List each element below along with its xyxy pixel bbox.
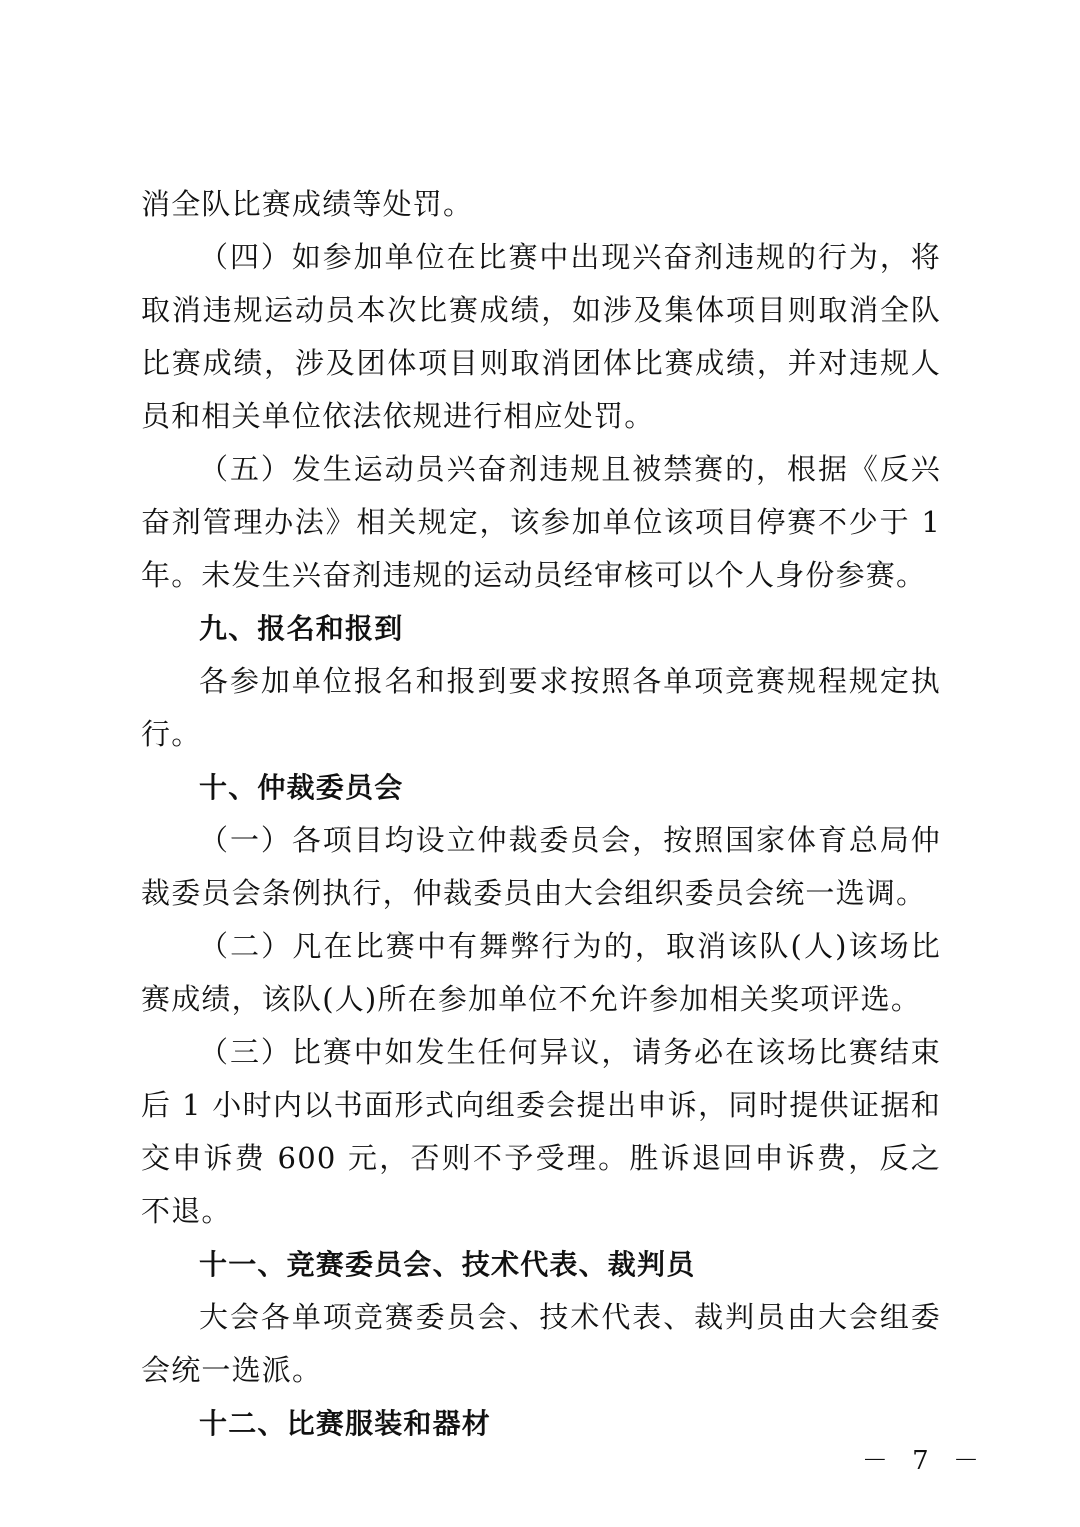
document-body [141,178,941,1450]
section-heading-registration: 九、报名和报到 [199,612,404,645]
section-heading-uniforms: 十二、比赛服装和器材 [199,1407,492,1440]
paragraph-arbitration-committee: （一）各项目均设立仲裁委员会，按照国家体育总局仲裁委员会条例执行，仲裁委员由大会组织委员会统一选调。 [141,823,941,910]
section-heading-officials: 十一、竞赛委员会、技术代表、裁判员 [199,1248,696,1281]
page-number: － 7 － [861,1446,987,1476]
paragraph-penalty-continued: 消全队比赛成绩等处罚。 [141,187,474,221]
paragraph-officials: 大会各单项竞赛委员会、技术代表、裁判员由大会组委会统一选派。 [141,1300,941,1387]
paragraph-appeal: （三）比赛中如发生任何异议，请务必在该场比赛结束后 1 小时内以书面形式向组委会提出申诉，同时提供证据和交申诉费 600 元，否则不予受理。胜诉退回申诉费，反之不退。 [141,1035,941,1228]
paragraph-doping-violation: （四）如参加单位在比赛中出现兴奋剂违规的行为，将取消违规运动员本次比赛成绩，如涉及集体项目则取消全队比赛成绩，涉及团体项目则取消团体比赛成绩，并对违规人员和相关单位依法依规进行相应处罚。 [141,240,941,433]
paragraph-cheating: （二）凡在比赛中有舞弊行为的，取消该队(人)该场比赛成绩，该队(人)所在参加单位不允许参加相关奖项评选。 [141,929,941,1016]
section-heading-arbitration: 十、仲裁委员会 [199,771,404,804]
paragraph-registration: 各参加单位报名和报到要求按照各单项竞赛规程规定执行。 [141,664,941,751]
paragraph-doping-ban: （五）发生运动员兴奋剂违规且被禁赛的，根据《反兴奋剂管理办法》相关规定，该参加单位该项目停赛不少于 1 年。未发生兴奋剂违规的运动员经审核可以个人身份参赛。 [141,452,941,592]
